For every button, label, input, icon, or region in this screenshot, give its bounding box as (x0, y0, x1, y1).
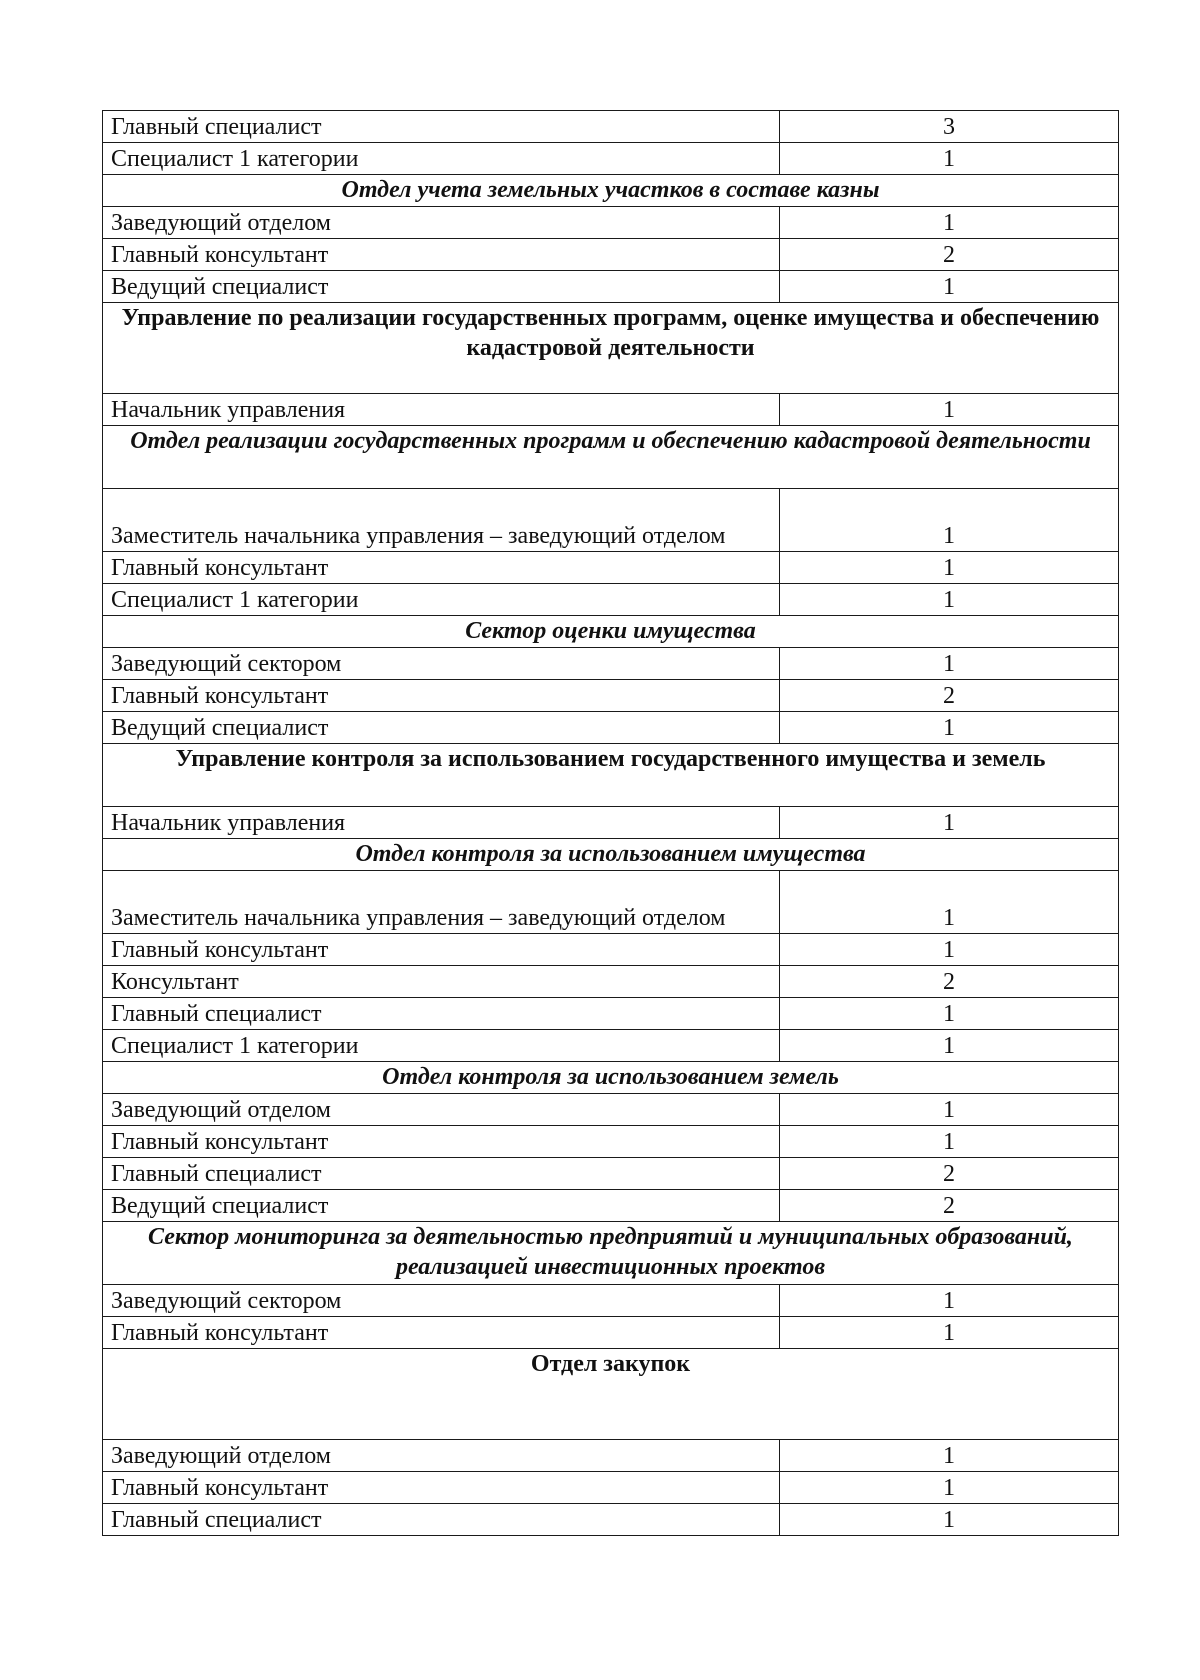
position-row (103, 1030, 1119, 1062)
position-row (103, 1504, 1119, 1536)
directorate-title: Управление по реализации государственных программ, оценке имущества и обеспечению кадастровой деятельности (103, 303, 1119, 394)
position-row (103, 552, 1119, 584)
position-title: Главный специалист (103, 111, 780, 143)
position-row (103, 998, 1119, 1030)
directorate-header-row (103, 744, 1119, 807)
position-row (103, 1158, 1119, 1190)
directorate-title: Отдел закупок (103, 1349, 1119, 1440)
department-header-row (103, 175, 1119, 207)
department-title: Отдел контроля за использованием имущества (103, 839, 1119, 871)
position-count: 2 (780, 1190, 1119, 1222)
position-count: 2 (780, 966, 1119, 998)
position-title: Начальник управления (103, 807, 780, 839)
position-row (103, 239, 1119, 271)
position-count: 1 (780, 1030, 1119, 1062)
position-row (103, 966, 1119, 998)
department-title: Сектор оценки имущества (103, 616, 1119, 648)
position-row (103, 1094, 1119, 1126)
position-row (103, 648, 1119, 680)
position-row (103, 1472, 1119, 1504)
department-title: Отдел контроля за использованием земель (103, 1062, 1119, 1094)
position-count: 1 (780, 489, 1119, 552)
position-title: Главный специалист (103, 998, 780, 1030)
position-count: 2 (780, 1158, 1119, 1190)
position-row (103, 1440, 1119, 1472)
position-count: 1 (780, 998, 1119, 1030)
position-title: Специалист 1 категории (103, 1030, 780, 1062)
department-header-row (103, 839, 1119, 871)
position-row (103, 394, 1119, 426)
position-count: 1 (780, 1504, 1119, 1536)
position-count: 1 (780, 1094, 1119, 1126)
position-row (103, 871, 1119, 934)
position-row (103, 143, 1119, 175)
position-row (103, 584, 1119, 616)
department-header-row (103, 1222, 1119, 1285)
position-count: 1 (780, 934, 1119, 966)
position-count: 2 (780, 239, 1119, 271)
position-count: 1 (780, 1126, 1119, 1158)
position-title: Начальник управления (103, 394, 780, 426)
position-title: Заведующий сектором (103, 648, 780, 680)
position-title: Заместитель начальника управления – заведующий отделом (103, 489, 780, 552)
position-count: 1 (780, 552, 1119, 584)
position-title: Главный консультант (103, 552, 780, 584)
position-count: 3 (780, 111, 1119, 143)
position-count: 1 (780, 271, 1119, 303)
department-title: Отдел учета земельных участков в составе казны (103, 175, 1119, 207)
position-count: 1 (780, 207, 1119, 239)
position-title: Главный консультант (103, 1317, 780, 1349)
position-title: Специалист 1 категории (103, 584, 780, 616)
position-count: 1 (780, 712, 1119, 744)
position-title: Ведущий специалист (103, 712, 780, 744)
department-header-row (103, 426, 1119, 489)
position-title: Заведующий отделом (103, 1440, 780, 1472)
position-title: Главный специалист (103, 1504, 780, 1536)
position-count: 1 (780, 1317, 1119, 1349)
position-row (103, 1190, 1119, 1222)
position-title: Главный консультант (103, 1472, 780, 1504)
position-count: 1 (780, 1472, 1119, 1504)
position-title: Главный консультант (103, 239, 780, 271)
position-count: 1 (780, 584, 1119, 616)
position-count: 1 (780, 394, 1119, 426)
department-header-row (103, 1062, 1119, 1094)
position-title: Главный специалист (103, 1158, 780, 1190)
position-title: Главный консультант (103, 1126, 780, 1158)
department-title: Сектор мониторинга за деятельностью предприятий и муниципальных образований, реализацией инвестиционных проектов (103, 1222, 1119, 1285)
position-row (103, 111, 1119, 143)
directorate-header-row (103, 303, 1119, 394)
position-row (103, 934, 1119, 966)
position-row (103, 1285, 1119, 1317)
position-row (103, 1317, 1119, 1349)
position-row (103, 271, 1119, 303)
position-title: Специалист 1 категории (103, 143, 780, 175)
position-row (103, 207, 1119, 239)
position-count: 1 (780, 807, 1119, 839)
staffing-table (102, 110, 1119, 1536)
position-title: Заместитель начальника управления – заведующий отделом (103, 871, 780, 934)
position-title: Главный консультант (103, 680, 780, 712)
position-row (103, 712, 1119, 744)
position-title: Ведущий специалист (103, 271, 780, 303)
position-row (103, 489, 1119, 552)
position-count: 1 (780, 1440, 1119, 1472)
position-title: Заведующий отделом (103, 207, 780, 239)
position-count: 1 (780, 648, 1119, 680)
position-title: Главный консультант (103, 934, 780, 966)
staffing-table-body (103, 111, 1119, 1536)
position-title: Ведущий специалист (103, 1190, 780, 1222)
position-row (103, 1126, 1119, 1158)
department-header-row (103, 616, 1119, 648)
department-title: Отдел реализации государственных программ и обеспечению кадастровой деятельности (103, 426, 1119, 489)
position-title: Заведующий отделом (103, 1094, 780, 1126)
position-row (103, 680, 1119, 712)
directorate-header-row (103, 1349, 1119, 1440)
position-title: Консультант (103, 966, 780, 998)
position-title: Заведующий сектором (103, 1285, 780, 1317)
position-count: 1 (780, 871, 1119, 934)
position-count: 2 (780, 680, 1119, 712)
position-row (103, 807, 1119, 839)
position-count: 1 (780, 1285, 1119, 1317)
position-count: 1 (780, 143, 1119, 175)
directorate-title: Управление контроля за использованием государственного имущества и земель (103, 744, 1119, 807)
